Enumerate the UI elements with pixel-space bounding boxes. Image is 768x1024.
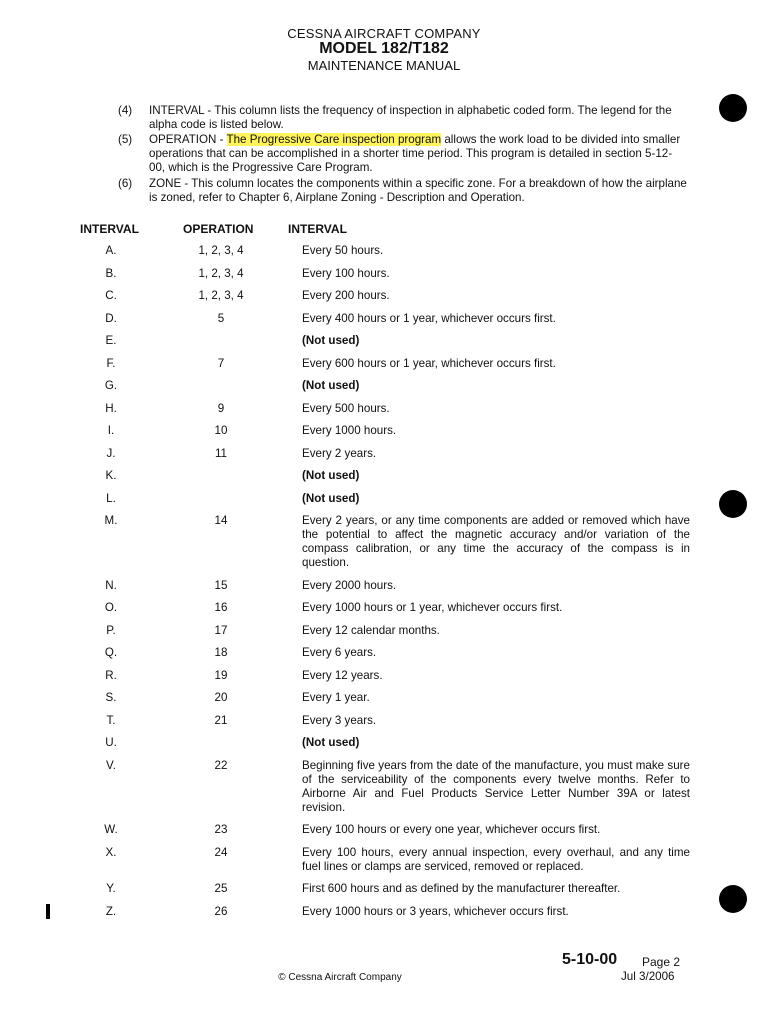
interval-code: G. [104, 379, 118, 392]
punch-hole [719, 94, 747, 122]
table-row [0, 579, 768, 593]
column-header-operation: OPERATION [183, 222, 254, 236]
table-row [0, 469, 768, 483]
interval-code: D. [105, 311, 117, 325]
operation-number [161, 379, 281, 393]
interval-code: W. [104, 823, 118, 836]
change-bar [46, 904, 50, 919]
operation-number: 1, 2, 3, 4 [198, 266, 244, 280]
operation-number: 23 [214, 823, 228, 836]
interval-description: Every 500 hours. [302, 401, 390, 415]
punch-hole [719, 490, 747, 518]
interval-description: (Not used) [302, 469, 360, 482]
interval-code: Y. [106, 882, 116, 895]
paragraph-text-part: OPERATION - [149, 133, 227, 146]
interval-code: R. [105, 668, 117, 682]
interval-code: C. [105, 289, 117, 302]
paragraph-interval [118, 104, 688, 132]
interval-description: Every 2 years. [302, 446, 377, 460]
interval-code: O. [104, 601, 118, 614]
interval-description: Every 1000 hours or 1 year, whichever occurs first. [302, 601, 563, 614]
interval-description: Every 3 years. [302, 713, 377, 727]
table-row [0, 714, 768, 728]
interval-code: N. [105, 578, 117, 592]
header-model: MODEL 182/T182 [319, 40, 449, 57]
paragraph-zone [118, 177, 688, 205]
table-row [0, 244, 768, 258]
interval-description: (Not used) [302, 379, 360, 392]
table-row [0, 447, 768, 461]
operation-number: 14 [214, 514, 228, 527]
operation-number: 5 [217, 311, 225, 325]
interval-description: Every 100 hours or every one year, whichever occurs first. [302, 823, 601, 836]
operation-number [161, 469, 281, 483]
interval-description: Every 1000 hours or 3 years, whichever occurs first. [302, 904, 569, 918]
operation-number: 20 [214, 691, 228, 704]
table-row [0, 312, 768, 326]
highlighted-text: The Progressive Care inspection program [226, 133, 442, 146]
copyright: © Cessna Aircraft Company [278, 972, 402, 983]
interval-code: A. [105, 244, 117, 257]
table-row [0, 846, 768, 874]
section-code: 5-10-00 [562, 951, 618, 968]
interval-code: K. [105, 469, 117, 482]
table-row [0, 759, 768, 815]
operation-number: 7 [217, 356, 225, 370]
interval-description: Every 12 calendar months. [302, 623, 440, 637]
header-company: CESSNA AIRCRAFT COMPANY [287, 26, 481, 41]
column-header-interval: INTERVAL [80, 222, 139, 236]
operation-number: 16 [214, 601, 228, 614]
operation-number: 21 [214, 713, 228, 727]
interval-code: X. [105, 845, 117, 859]
table-row [0, 267, 768, 281]
table-row [0, 691, 768, 705]
operation-number: 26 [214, 904, 228, 918]
paragraph-text [149, 177, 688, 205]
interval-code: H. [105, 401, 117, 415]
interval-code: J. [106, 446, 116, 460]
table-row [0, 905, 768, 919]
interval-description: (Not used) [302, 736, 360, 749]
interval-description: Every 100 hours. [302, 266, 390, 280]
interval-table [0, 244, 768, 927]
interval-description: Every 400 hours or 1 year, whichever occurs first. [302, 311, 556, 325]
operation-number: 22 [214, 758, 228, 772]
paragraph-text [149, 133, 688, 175]
interval-description: Every 2 years, or any time components are added or removed which have the potential to affect the magnetic accuracy and/or variation of the compass calibration, or any time the accuracy of the compass is in question. [302, 514, 690, 569]
table-row [0, 357, 768, 371]
table-row [0, 736, 768, 750]
paragraph-number: (5) [118, 133, 133, 146]
operation-number: 18 [214, 646, 228, 659]
table-row [0, 882, 768, 896]
table-row [0, 402, 768, 416]
operation-number: 9 [217, 401, 225, 415]
paragraph-number: (6) [118, 177, 133, 190]
table-row [0, 669, 768, 683]
table-row [0, 823, 768, 837]
interval-description: First 600 hours and as defined by the manufacturer thereafter. [302, 882, 621, 895]
punch-hole [719, 885, 747, 913]
interval-code: E. [105, 334, 117, 347]
operation-number: 24 [214, 845, 228, 859]
paragraph-text-part: ZONE - This column locates the components within a specific zone. For a breakdown of how the airplane is zoned, refer to Chapter 6, Airplane Zoning - Description and Operation. [149, 177, 687, 204]
interval-code: F. [106, 356, 116, 370]
interval-description: Every 6 years. [302, 646, 377, 659]
interval-description: Every 12 years. [302, 668, 383, 682]
operation-number [161, 334, 281, 348]
revision-date: Jul 3/2006 [621, 970, 675, 983]
interval-description: (Not used) [302, 334, 360, 347]
table-row [0, 601, 768, 615]
interval-code: Q. [104, 646, 118, 659]
table-row [0, 492, 768, 506]
interval-description: Every 600 hours or 1 year, whichever occurs first. [302, 356, 556, 370]
interval-code: B. [105, 266, 117, 280]
operation-number: 10 [214, 424, 228, 437]
paragraph-number: (4) [118, 104, 133, 117]
table-row [0, 424, 768, 438]
interval-code: T. [106, 713, 116, 727]
paragraph-operation [118, 133, 688, 175]
interval-code: Z. [105, 904, 117, 918]
operation-number: 11 [214, 446, 228, 460]
table-row [0, 379, 768, 393]
header-manual: MAINTENANCE MANUAL [307, 58, 461, 73]
operation-number [161, 736, 281, 750]
interval-code: M. [104, 514, 118, 527]
table-row [0, 289, 768, 303]
operation-number: 19 [214, 668, 228, 682]
interval-description: Every 200 hours. [302, 289, 390, 302]
interval-code: P. [106, 623, 116, 637]
interval-code: U. [105, 736, 117, 749]
operation-number [161, 492, 281, 506]
interval-description: Every 1000 hours. [302, 424, 397, 437]
operation-number: 1, 2, 3, 4 [198, 289, 244, 302]
interval-description: (Not used) [302, 491, 360, 505]
table-row [0, 514, 768, 570]
operation-number: 15 [214, 578, 228, 592]
interval-code: L. [106, 491, 116, 505]
interval-code: V. [106, 758, 116, 772]
interval-code: S. [105, 691, 117, 704]
interval-description: Every 2000 hours. [302, 578, 397, 592]
interval-description: Every 1 year. [302, 691, 370, 704]
interval-description: Every 100 hours, every annual inspection, every overhaul, and any time fuel lines or clamps are serviced, removed or replaced. [302, 845, 690, 873]
paragraph-text [149, 104, 688, 132]
interval-description: Every 50 hours. [302, 244, 384, 257]
interval-code: I. [107, 424, 115, 437]
operation-number: 1, 2, 3, 4 [198, 244, 244, 257]
page-number: Page 2 [642, 955, 681, 969]
paragraph-text-part: INTERVAL - This column lists the frequency of inspection in alphabetic coded form. The legend for the alpha code is listed below. [149, 104, 672, 131]
operation-number: 25 [214, 882, 228, 895]
paragraph-text-part: allows the work load to be divided into smaller operations that can be accomplished in a shorter time period. This program is detailed in section 5-12-00, which is the Progressive Care Program. [149, 133, 681, 174]
table-row [0, 334, 768, 348]
column-header-description: INTERVAL [288, 222, 347, 236]
table-row [0, 646, 768, 660]
table-row [0, 624, 768, 638]
operation-number: 17 [214, 623, 228, 637]
interval-description: Beginning five years from the date of the manufacture, you must make sure of the serviceability of the components every twelve months. Refer to Airborne Air and Fuel Products Service Letter Number 39A or latest revision. [302, 758, 690, 814]
